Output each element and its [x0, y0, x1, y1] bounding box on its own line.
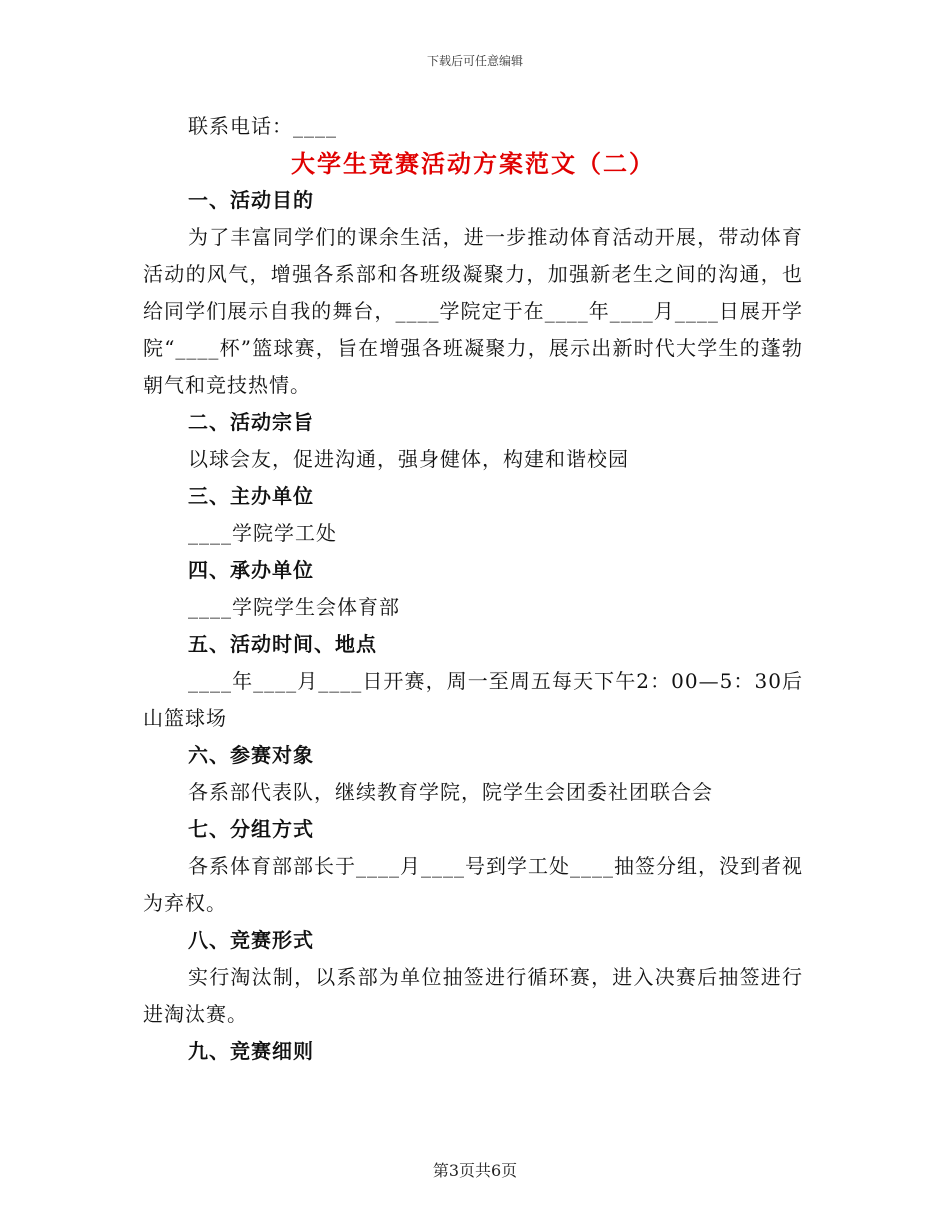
section-body-time-place: ____年____月____日开赛，周一至周五每天下午2：00—5：30后山篮球场: [143, 669, 803, 730]
page-footer: 第3页共6页: [432, 1161, 518, 1180]
page-title: 大学生竞赛活动方案范文（二）: [291, 149, 655, 178]
section-body-participants: 各系部代表队，继续教育学院，院学生会团委社团联合会: [188, 780, 713, 804]
section-body-host: ____学院学生会体育部: [188, 595, 400, 619]
header-note: 下载后可任意编辑: [426, 54, 523, 68]
section-heading-format: 八、竞赛形式: [188, 928, 314, 952]
section-body-aim: 以球会友，促进沟通，强身健体，构建和谐校园: [188, 447, 629, 471]
section-heading-rules: 九、竞赛细则: [188, 1039, 314, 1063]
section-heading-grouping: 七、分组方式: [188, 817, 314, 841]
section-body-organizer: ____学院学工处: [188, 521, 337, 545]
section-body-purpose: 为了丰富同学们的课余生活，进一步推动体育活动开展，带动体育活动的风气，增强各系部和各班级凝聚力，加强新老生之间的沟通，也给同学们展示自我的舞台，____学院定于在____年____月____日展开学院“____杯”篮球赛，旨在增强各班凝聚力，展示出新时代大学生的蓬勃朝气和竞技热情。: [143, 225, 803, 397]
section-heading-organizer: 三、主办单位: [188, 484, 314, 508]
section-heading-host: 四、承办单位: [188, 558, 314, 582]
document-body: [143, 108, 803, 1070]
section-heading-aim: 二、活动宗旨: [188, 410, 314, 434]
section-body-grouping: 各系体育部部长于____月____号到学工处____抽签分组，没到者视为弃权。: [143, 854, 803, 915]
contact-line: 联系电话：____: [188, 114, 337, 138]
section-heading-time-place: 五、活动时间、地点: [188, 632, 377, 656]
section-body-format: 实行淘汰制，以系部为单位抽签进行循环赛，进入决赛后抽签进行进淘汰赛。: [143, 965, 803, 1026]
section-heading-participants: 六、参赛对象: [188, 743, 314, 767]
section-heading-purpose: 一、活动目的: [188, 188, 314, 212]
